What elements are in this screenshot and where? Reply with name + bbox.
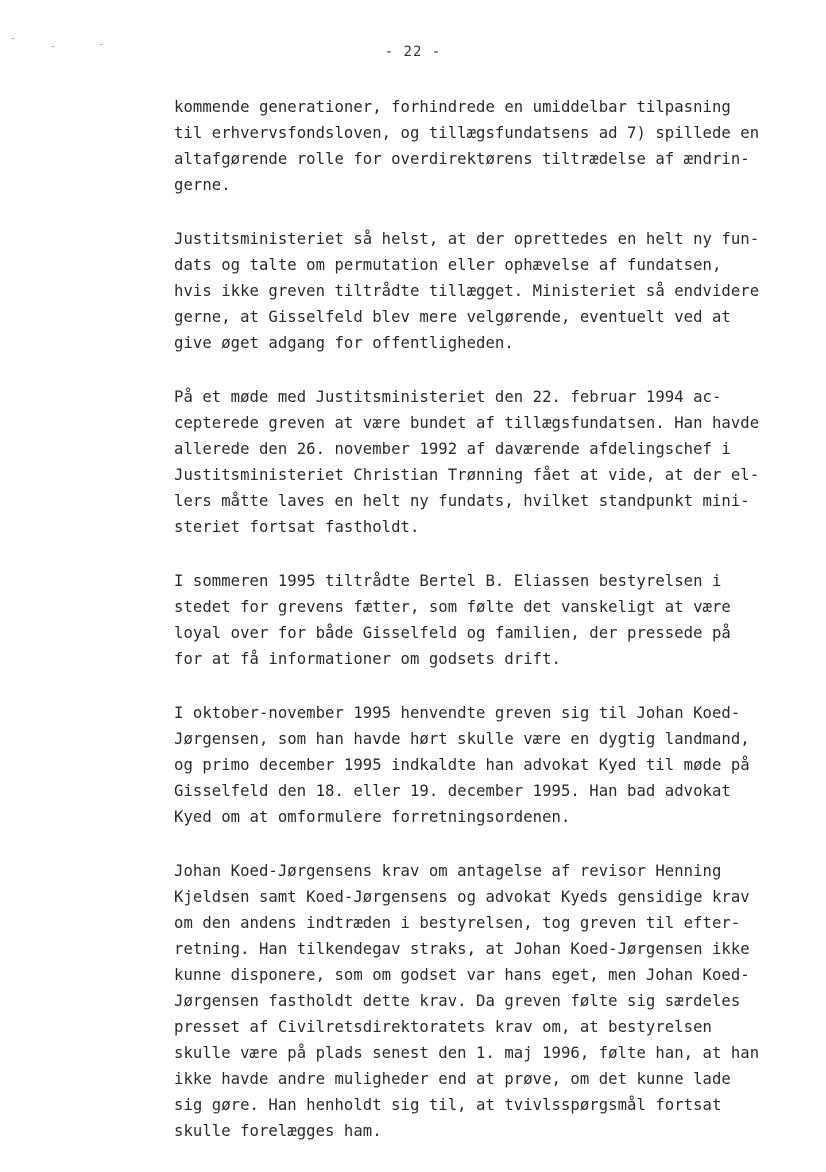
text-line: stedet for grevens fætter, som følte det vanskeligt at være (174, 598, 731, 616)
text-line: retning. Han tilkendegav straks, at Johan Koed-Jørgensen ikke (174, 940, 750, 958)
page-number: - 22 - (384, 44, 442, 60)
text-line: og primo december 1995 indkaldte han advokat Kyed til møde på (174, 756, 750, 774)
text-line: Gisselfeld den 18. eller 19. december 1995. Han bad advokat (174, 782, 731, 800)
text-line: om den andens indtræden i bestyrelsen, tog greven til efter- (174, 914, 741, 932)
text-line: Jørgensen, som han havde hørt skulle være en dygtig landmand, (174, 730, 750, 748)
text-line: I oktober-november 1995 henvendte greven sig til Johan Koed- (174, 704, 741, 722)
text-line: loyal over for både Gisselfeld og familien, der pressede på (174, 624, 731, 642)
paragraph (174, 858, 814, 1144)
text-line: skulle være på plads senest den 1. maj 1996, følte han, at han (174, 1044, 760, 1062)
text-line: presset af Civilretsdirektoratets krav om, at bestyrelsen (174, 1018, 712, 1036)
text-line: skulle forelægges ham. (174, 1122, 382, 1140)
text-line: Justitsministeriet Christian Trønning fået at vide, at der el- (174, 466, 760, 484)
text-line: Justitsministeriet så helst, at der oprettedes en helt ny fun- (174, 230, 760, 248)
text-line: sig gøre. Han henholdt sig til, at tvivlsspørgsmål fortsat (174, 1096, 722, 1114)
text-line: I sommeren 1995 tiltrådte Bertel B. Eliassen bestyrelsen i (174, 572, 722, 590)
text-line: kunne disponere, som om godset var hans eget, men Johan Koed- (174, 966, 750, 984)
paragraph (174, 700, 814, 830)
text-line: Johan Koed-Jørgensens krav om antagelse af revisor Henning (174, 862, 722, 880)
text-line: for at få informationer om godsets drift. (174, 650, 561, 668)
document-body (174, 94, 814, 1172)
paragraph (174, 384, 814, 540)
text-line: cepterede greven at være bundet af tillægsfundatsen. Han havde (174, 414, 760, 432)
text-line: gerne, at Gisselfeld blev mere velgørende, eventuelt ved at (174, 308, 731, 326)
text-line: give øget adgang for offentligheden. (174, 334, 514, 352)
text-line: dats og talte om permutation eller ophævelse af fundatsen, (174, 256, 722, 274)
scan-speck (12, 38, 14, 39)
text-line: ikke havde andre muligheder end at prøve, om det kunne lade (174, 1070, 731, 1088)
text-line: På et møde med Justitsministeriet den 22. februar 1994 ac- (174, 388, 722, 406)
text-line: kommende generationer, forhindrede en umiddelbar tilpasning (174, 98, 731, 116)
text-line: allerede den 26. november 1992 af daværende afdelingschef i (174, 440, 731, 458)
text-line: Kjeldsen samt Koed-Jørgensens og advokat Kyeds gensidige krav (174, 888, 750, 906)
text-line: hvis ikke greven tiltrådte tillægget. Ministeriet så endvidere (174, 282, 760, 300)
paragraph (174, 94, 814, 198)
text-line: til erhvervsfondsloven, og tillægsfundatsens ad 7) spillede en (174, 124, 760, 142)
text-line: steriet fortsat fastholdt. (174, 518, 420, 536)
text-line: Jørgensen fastholdt dette krav. Da greven følte sig særdeles (174, 992, 741, 1010)
text-line: altafgørende rolle for overdirektørens tiltrædelse af ændrin- (174, 150, 750, 168)
paragraph (174, 568, 814, 672)
text-line: lers måtte laves en helt ny fundats, hvilket standpunkt mini- (174, 492, 750, 510)
paragraph (174, 226, 814, 356)
text-line: Kyed om at omformulere forretningsordenen. (174, 808, 571, 826)
text-line: gerne. (174, 176, 231, 194)
